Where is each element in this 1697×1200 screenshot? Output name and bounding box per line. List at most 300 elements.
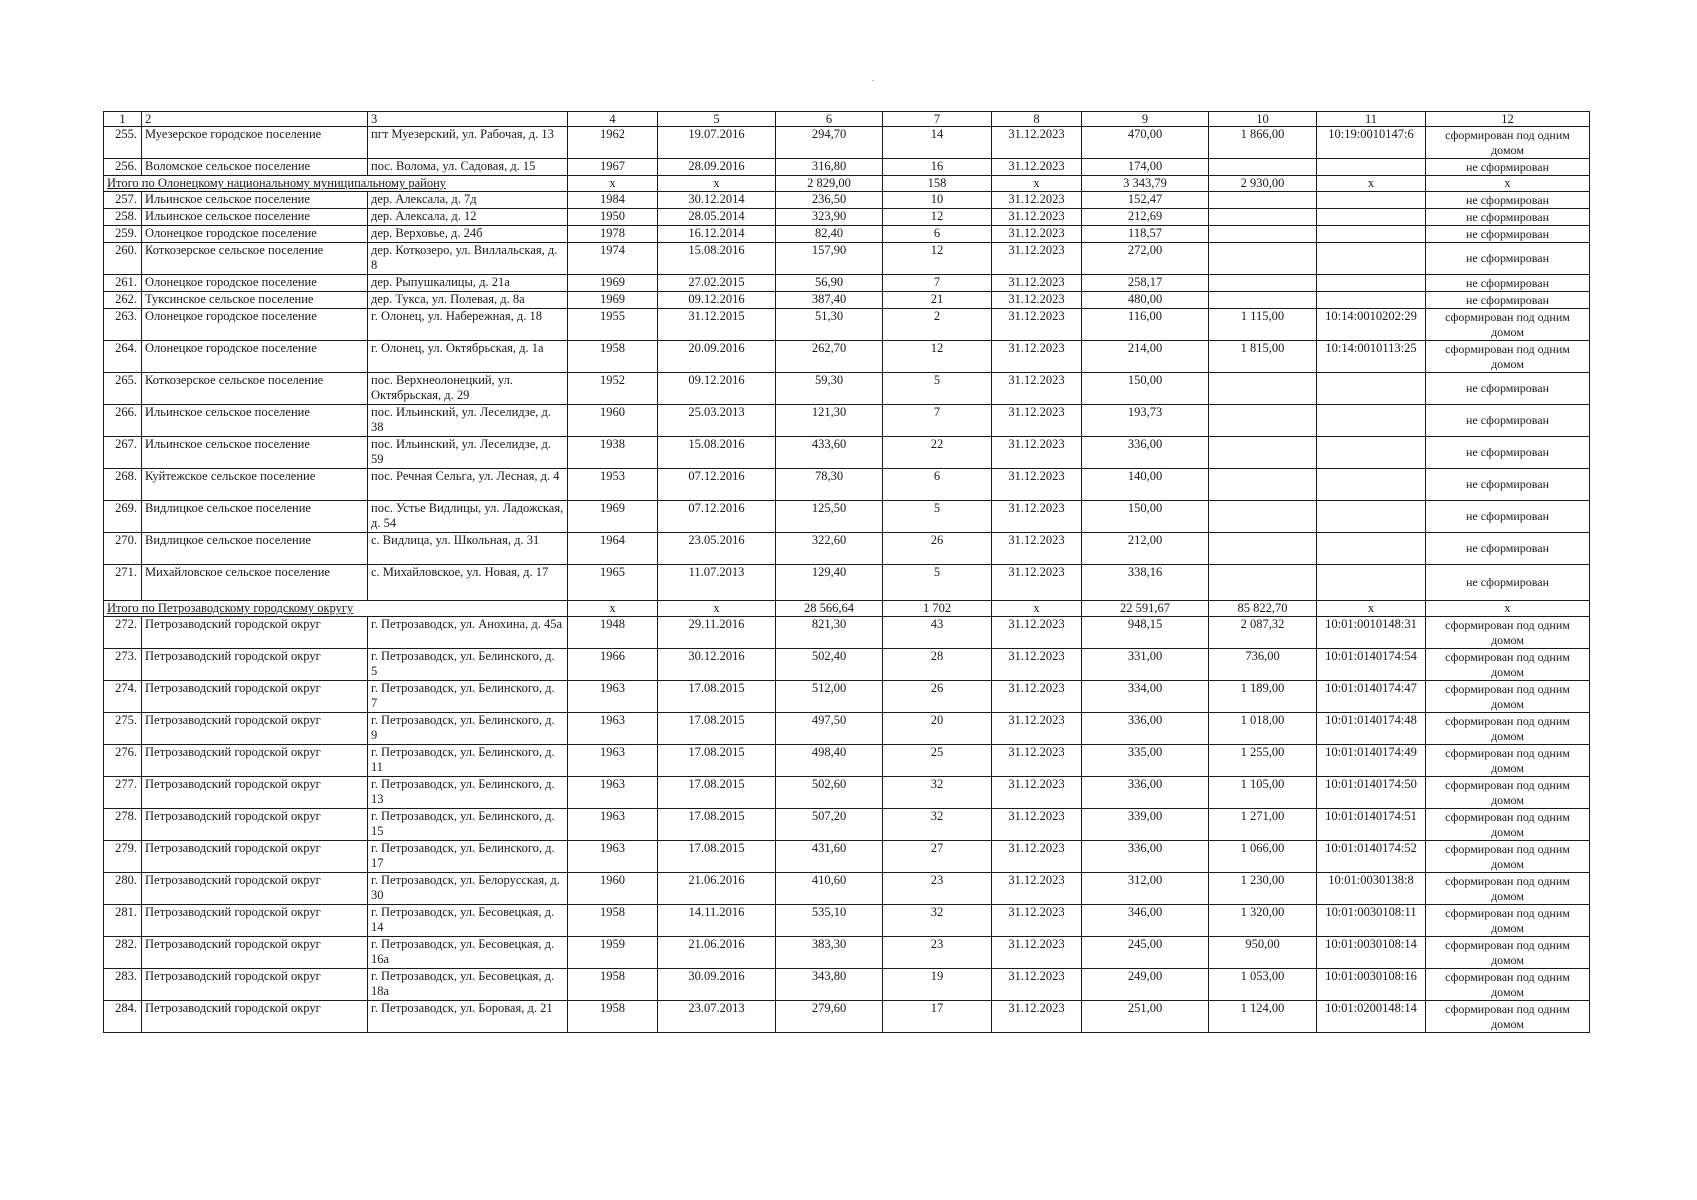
col9-cell: 249,00 [1082,969,1209,1001]
col10-cell: 1 115,00 [1209,309,1317,341]
col10-cell: 1 815,00 [1209,341,1317,373]
status-cell: не сформирован [1426,292,1590,309]
col10-cell: 1 066,00 [1209,841,1317,873]
status-cell: сформирован под одним домом [1426,841,1590,873]
col10-cell: 1 189,00 [1209,681,1317,713]
address-cell: дер. Коткозеро, ул. Виллальская, д. 8 [368,243,568,275]
people-cell: 2 [883,309,992,341]
col10-cell [1209,565,1317,601]
table-row [104,469,1590,501]
area-cell: 433,60 [776,437,883,469]
year-cell: 1984 [568,192,658,209]
term-cell: 31.12.2023 [992,777,1082,809]
status-cell: сформирован под одним домом [1426,127,1590,159]
municipality-cell: Воломское сельское поселение [142,159,368,176]
address-cell: дер. Алексала, д. 7д [368,192,568,209]
date-cell: 09.12.2016 [658,373,776,405]
municipality-cell: Ильинское сельское поселение [142,405,368,437]
col9-cell: 118,57 [1082,226,1209,243]
people-cell: 12 [883,243,992,275]
housing-registry-table [103,111,1590,1033]
row-number: 281. [104,905,142,937]
registry-table-wrap [103,111,1589,1033]
date-cell: 30.09.2016 [658,969,776,1001]
area-cell: 502,60 [776,777,883,809]
area-cell: 28 566,64 [776,601,883,617]
year-cell: 1958 [568,341,658,373]
table-row [104,841,1590,873]
year-cell: 1960 [568,873,658,905]
status-cell: не сформирован [1426,405,1590,437]
cadastral-cell [1317,159,1426,176]
people-cell: 5 [883,373,992,405]
cadastral-cell: 10:14:0010113:25 [1317,341,1426,373]
row-number: 279. [104,841,142,873]
people-cell: 26 [883,533,992,565]
table-row [104,565,1590,601]
address-cell: г. Петрозаводск, ул. Белинского, д. 9 [368,713,568,745]
status-cell: не сформирован [1426,437,1590,469]
year-cell: 1950 [568,209,658,226]
col9-cell: 193,73 [1082,405,1209,437]
cadastral-cell [1317,209,1426,226]
address-cell: г. Петрозаводск, ул. Белинского, д. 13 [368,777,568,809]
area-cell: 121,30 [776,405,883,437]
status-cell: сформирован под одним домом [1426,681,1590,713]
row-number: 270. [104,533,142,565]
table-row [104,437,1590,469]
year-cell: 1963 [568,681,658,713]
row-number: 265. [104,373,142,405]
term-cell: 31.12.2023 [992,1001,1082,1033]
table-row [104,373,1590,405]
cadastral-cell: 10:01:0140174:47 [1317,681,1426,713]
cadastral-cell: x [1317,601,1426,617]
cadastral-cell [1317,565,1426,601]
address-cell: с. Видлица, ул. Школьная, д. 31 [368,533,568,565]
date-cell: 17.08.2015 [658,713,776,745]
term-cell: 31.12.2023 [992,275,1082,292]
date-cell: 29.11.2016 [658,617,776,649]
col10-cell: 2 930,00 [1209,176,1317,192]
cadastral-cell: 10:01:0030138:8 [1317,873,1426,905]
col9-cell: 140,00 [1082,469,1209,501]
column-number: 1 [104,112,142,127]
people-cell: 28 [883,649,992,681]
cadastral-cell: 10:01:0030108:14 [1317,937,1426,969]
date-cell: 30.12.2014 [658,192,776,209]
cadastral-cell [1317,437,1426,469]
subtotal-label: Итого по Петрозаводскому городскому округу [104,601,568,617]
address-cell: г. Петрозаводск, ул. Белинского, д. 11 [368,745,568,777]
year-cell: x [568,176,658,192]
row-number: 259. [104,226,142,243]
col9-cell: 346,00 [1082,905,1209,937]
term-cell: 31.12.2023 [992,469,1082,501]
year-cell: 1963 [568,841,658,873]
col9-cell: 336,00 [1082,437,1209,469]
area-cell: 294,70 [776,127,883,159]
date-cell: 28.05.2014 [658,209,776,226]
cadastral-cell: 10:14:0010202:29 [1317,309,1426,341]
term-cell: 31.12.2023 [992,649,1082,681]
people-cell: 7 [883,275,992,292]
row-number: 268. [104,469,142,501]
municipality-cell: Олонецкое городское поселение [142,226,368,243]
term-cell: 31.12.2023 [992,501,1082,533]
subtotal-row [104,176,1590,192]
date-cell: 17.08.2015 [658,681,776,713]
status-cell: сформирован под одним домом [1426,969,1590,1001]
people-cell: 6 [883,226,992,243]
col10-cell [1209,275,1317,292]
date-cell: 28.09.2016 [658,159,776,176]
people-cell: 32 [883,777,992,809]
address-cell: с. Михайловское, ул. Новая, д. 17 [368,565,568,601]
area-cell: 56,90 [776,275,883,292]
date-cell: 25.03.2013 [658,405,776,437]
table-row [104,243,1590,275]
term-cell: 31.12.2023 [992,841,1082,873]
municipality-cell: Петрозаводский городской округ [142,617,368,649]
status-cell: сформирован под одним домом [1426,1001,1590,1033]
col10-cell: 1 271,00 [1209,809,1317,841]
municipality-cell: Ильинское сельское поселение [142,209,368,226]
year-cell: 1965 [568,565,658,601]
date-cell: 23.05.2016 [658,533,776,565]
col10-cell [1209,437,1317,469]
area-cell: 498,40 [776,745,883,777]
table-row [104,127,1590,159]
date-cell: 11.07.2013 [658,565,776,601]
municipality-cell: Видлицкое сельское поселение [142,501,368,533]
cadastral-cell: x [1317,176,1426,192]
status-cell: не сформирован [1426,192,1590,209]
address-cell: пос. Устье Видлицы, ул. Ладожская, д. 54 [368,501,568,533]
status-cell: не сформирован [1426,469,1590,501]
date-cell: x [658,176,776,192]
date-cell: 23.07.2013 [658,1001,776,1033]
table-row [104,275,1590,292]
col9-cell: 258,17 [1082,275,1209,292]
col9-cell: 335,00 [1082,745,1209,777]
col9-cell: 150,00 [1082,501,1209,533]
table-row [104,937,1590,969]
col9-cell: 212,69 [1082,209,1209,226]
cadastral-cell: 10:01:0140174:54 [1317,649,1426,681]
people-cell: 23 [883,937,992,969]
area-cell: 59,30 [776,373,883,405]
term-cell: x [992,601,1082,617]
scan-speck [872,80,874,81]
address-cell: г. Петрозаводск, ул. Бесовецкая, д. 16а [368,937,568,969]
address-cell: пгт Муезерский, ул. Рабочая, д. 13 [368,127,568,159]
row-number: 266. [104,405,142,437]
municipality-cell: Петрозаводский городской округ [142,649,368,681]
status-cell: не сформирован [1426,275,1590,292]
col9-cell: 339,00 [1082,809,1209,841]
col10-cell [1209,226,1317,243]
row-number: 264. [104,341,142,373]
area-cell: 387,40 [776,292,883,309]
date-cell: 30.12.2016 [658,649,776,681]
row-number: 283. [104,969,142,1001]
term-cell: 31.12.2023 [992,309,1082,341]
col10-cell: 736,00 [1209,649,1317,681]
municipality-cell: Петрозаводский городской округ [142,809,368,841]
area-cell: 78,30 [776,469,883,501]
col9-cell: 336,00 [1082,841,1209,873]
date-cell: 19.07.2016 [658,127,776,159]
row-number: 282. [104,937,142,969]
col10-cell: 1 320,00 [1209,905,1317,937]
people-cell: 7 [883,405,992,437]
area-cell: 82,40 [776,226,883,243]
address-cell: г. Петрозаводск, ул. Белинского, д. 7 [368,681,568,713]
cadastral-cell: 10:01:0030108:11 [1317,905,1426,937]
municipality-cell: Ильинское сельское поселение [142,437,368,469]
year-cell: 1955 [568,309,658,341]
municipality-cell: Петрозаводский городской округ [142,969,368,1001]
date-cell: 15.08.2016 [658,437,776,469]
col9-cell: 214,00 [1082,341,1209,373]
row-number: 255. [104,127,142,159]
col9-cell: 338,16 [1082,565,1209,601]
area-cell: 125,50 [776,501,883,533]
col9-cell: 331,00 [1082,649,1209,681]
term-cell: 31.12.2023 [992,341,1082,373]
status-cell: сформирован под одним домом [1426,309,1590,341]
row-number: 256. [104,159,142,176]
municipality-cell: Куйтежское сельское поселение [142,469,368,501]
people-cell: 158 [883,176,992,192]
col10-cell [1209,159,1317,176]
year-cell: 1948 [568,617,658,649]
row-number: 269. [104,501,142,533]
status-cell: сформирован под одним домом [1426,341,1590,373]
address-cell: пос. Волома, ул. Садовая, д. 15 [368,159,568,176]
term-cell: 31.12.2023 [992,226,1082,243]
row-number: 272. [104,617,142,649]
cadastral-cell [1317,533,1426,565]
column-number: 12 [1426,112,1590,127]
area-cell: 343,80 [776,969,883,1001]
row-number: 258. [104,209,142,226]
col10-cell: 1 230,00 [1209,873,1317,905]
table-row [104,405,1590,437]
address-cell: г. Петрозаводск, ул. Анохина, д. 45а [368,617,568,649]
municipality-cell: Михайловское сельское поселение [142,565,368,601]
year-cell: 1952 [568,373,658,405]
col9-cell: 174,00 [1082,159,1209,176]
status-cell: сформирован под одним домом [1426,649,1590,681]
col9-cell: 336,00 [1082,713,1209,745]
address-cell: г. Петрозаводск, ул. Белинского, д. 5 [368,649,568,681]
cadastral-cell: 10:01:0140174:49 [1317,745,1426,777]
row-number: 263. [104,309,142,341]
year-cell: 1964 [568,533,658,565]
people-cell: 26 [883,681,992,713]
term-cell: 31.12.2023 [992,405,1082,437]
status-cell: сформирован под одним домом [1426,777,1590,809]
area-cell: 2 829,00 [776,176,883,192]
term-cell: 31.12.2023 [992,681,1082,713]
address-cell: г. Петрозаводск, ул. Бесовецкая, д. 18а [368,969,568,1001]
status-cell: сформирован под одним домом [1426,745,1590,777]
municipality-cell: Олонецкое городское поселение [142,341,368,373]
area-cell: 316,80 [776,159,883,176]
table-row [104,713,1590,745]
column-number: 6 [776,112,883,127]
year-cell: 1963 [568,713,658,745]
area-cell: 512,00 [776,681,883,713]
status-cell: не сформирован [1426,159,1590,176]
row-number: 271. [104,565,142,601]
column-number: 11 [1317,112,1426,127]
address-cell: дер. Алексала, д. 12 [368,209,568,226]
people-cell: 5 [883,565,992,601]
row-number: 280. [104,873,142,905]
col9-cell: 480,00 [1082,292,1209,309]
table-row [104,617,1590,649]
date-cell: 16.12.2014 [658,226,776,243]
people-cell: 21 [883,292,992,309]
date-cell: 21.06.2016 [658,873,776,905]
term-cell: 31.12.2023 [992,565,1082,601]
area-cell: 383,30 [776,937,883,969]
table-row [104,905,1590,937]
year-cell: 1960 [568,405,658,437]
table-row [104,209,1590,226]
municipality-cell: Ильинское сельское поселение [142,192,368,209]
table-row [104,309,1590,341]
col9-cell: 152,47 [1082,192,1209,209]
cadastral-cell: 10:19:0010147:6 [1317,127,1426,159]
municipality-cell: Видлицкое сельское поселение [142,533,368,565]
people-cell: 14 [883,127,992,159]
year-cell: 1969 [568,292,658,309]
municipality-cell: Олонецкое городское поселение [142,275,368,292]
year-cell: 1963 [568,777,658,809]
people-cell: 5 [883,501,992,533]
date-cell: 07.12.2016 [658,501,776,533]
table-row [104,226,1590,243]
term-cell: 31.12.2023 [992,533,1082,565]
col10-cell: 950,00 [1209,937,1317,969]
municipality-cell: Коткозерское сельское поселение [142,243,368,275]
column-number-row [104,112,1590,127]
cadastral-cell [1317,405,1426,437]
municipality-cell: Петрозаводский городской округ [142,1001,368,1033]
status-cell: не сформирован [1426,226,1590,243]
term-cell: 31.12.2023 [992,745,1082,777]
row-number: 275. [104,713,142,745]
col9-cell: 22 591,67 [1082,601,1209,617]
date-cell: 31.12.2015 [658,309,776,341]
cadastral-cell [1317,275,1426,292]
area-cell: 535,10 [776,905,883,937]
people-cell: 12 [883,341,992,373]
term-cell: 31.12.2023 [992,809,1082,841]
area-cell: 51,30 [776,309,883,341]
date-cell: 21.06.2016 [658,937,776,969]
address-cell: г. Петрозаводск, ул. Белорусская, д. 30 [368,873,568,905]
date-cell: 07.12.2016 [658,469,776,501]
row-number: 284. [104,1001,142,1033]
cadastral-cell: 10:01:0140174:51 [1317,809,1426,841]
year-cell: 1966 [568,649,658,681]
column-number: 5 [658,112,776,127]
term-cell: 31.12.2023 [992,969,1082,1001]
column-number: 8 [992,112,1082,127]
col9-cell: 948,15 [1082,617,1209,649]
cadastral-cell: 10:01:0140174:50 [1317,777,1426,809]
cadastral-cell [1317,226,1426,243]
table-row [104,341,1590,373]
col10-cell [1209,292,1317,309]
cadastral-cell [1317,292,1426,309]
table-row [104,969,1590,1001]
status-cell: сформирован под одним домом [1426,905,1590,937]
term-cell: 31.12.2023 [992,713,1082,745]
status-cell: не сформирован [1426,565,1590,601]
year-cell: 1963 [568,809,658,841]
municipality-cell: Петрозаводский городской округ [142,681,368,713]
subtotal-label: Итого по Олонецкому национальному муниципальному району [104,176,568,192]
status-cell: сформирован под одним домом [1426,713,1590,745]
year-cell: 1978 [568,226,658,243]
table-body [104,112,1590,1033]
column-number: 2 [142,112,368,127]
table-row [104,292,1590,309]
municipality-cell: Туксинское сельское поселение [142,292,368,309]
area-cell: 502,40 [776,649,883,681]
people-cell: 23 [883,873,992,905]
subtotal-row [104,601,1590,617]
date-cell: 15.08.2016 [658,243,776,275]
column-number: 4 [568,112,658,127]
people-cell: 32 [883,905,992,937]
cadastral-cell: 10:01:0140174:52 [1317,841,1426,873]
status-cell: не сформирован [1426,501,1590,533]
table-row [104,533,1590,565]
column-number: 10 [1209,112,1317,127]
address-cell: дер. Верховье, д. 24б [368,226,568,243]
address-cell: г. Петрозаводск, ул. Белинского, д. 15 [368,809,568,841]
date-cell: 20.09.2016 [658,341,776,373]
row-number: 262. [104,292,142,309]
term-cell: 31.12.2023 [992,159,1082,176]
row-number: 257. [104,192,142,209]
col10-cell: 1 255,00 [1209,745,1317,777]
people-cell: 1 702 [883,601,992,617]
area-cell: 431,60 [776,841,883,873]
col9-cell: 312,00 [1082,873,1209,905]
status-cell: не сформирован [1426,243,1590,275]
col10-cell: 1 105,00 [1209,777,1317,809]
term-cell: 31.12.2023 [992,209,1082,226]
address-cell: пос. Ильинский, ул. Леселидзе, д. 38 [368,405,568,437]
col10-cell: 85 822,70 [1209,601,1317,617]
people-cell: 32 [883,809,992,841]
table-row [104,809,1590,841]
area-cell: 157,90 [776,243,883,275]
people-cell: 16 [883,159,992,176]
col10-cell: 1 053,00 [1209,969,1317,1001]
column-number: 7 [883,112,992,127]
people-cell: 22 [883,437,992,469]
date-cell: 17.08.2015 [658,809,776,841]
